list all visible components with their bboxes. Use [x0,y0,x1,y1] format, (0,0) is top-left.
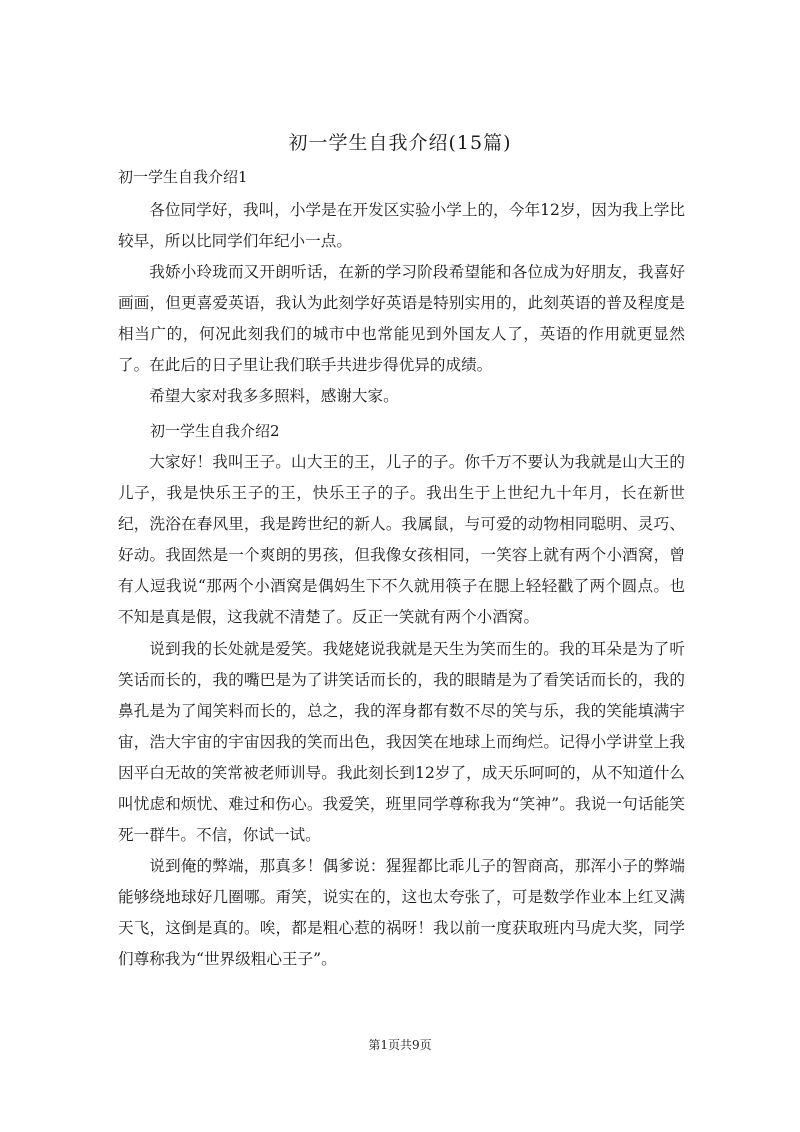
paragraph-2-1: 大家好！我叫王子。山大王的王，儿子的子。你千万不要认为我就是山大王的儿子，我是快乐王子的王，快乐王子的子。我出生于上世纪九十年月，长在新世纪，洗浴在春风里，我是跨世纪的新人。我属鼠，与可爱的动物相同聪明、灵巧、好动。我固然是一个爽朗的男孩，但我像女孩相同，一笑容上就有两个小酒窝，曾有人逗我说“那两个小酒窝是偶妈生下不久就用筷子在腮上轻轻戳了两个圆点。也不知是真是假，这我就不清楚了。反正一笑就有两个小酒窝。 [118,453,685,626]
page-footer: 第1页共9页 [368,1038,432,1052]
section-heading-2: 初一学生自我介绍2 [150,422,280,440]
section-heading-1: 初一学生自我介绍1 [118,168,248,186]
paragraph-2-3: 说到俺的弊端，那真多！偶爹说：猩猩都比乖儿子的智商高，那浑小子的弊端能够绕地球好几圈哪。甭笑，说实在的，这也太夸张了，可是数学作业本上红叉满天飞，这倒是真的。唉，都是粗心惹的祸呀！我以前一度获取班内马虎大奖，同学们尊称我为“世界级粗心王子”。 [118,857,685,968]
paragraph-1-1: 各位同学好，我叫，小学是在开发区实验小学上的，今年12岁，因为我上学比较早，所以比同学们年纪小一点。 [118,201,685,250]
page-title: 初一学生自我介绍(15篇) [288,132,512,154]
paragraph-1-2: 我娇小玲珑而又开朗听话，在新的学习阶段希望能和各位成为好朋友，我喜好画画，但更喜爱英语，我认为此刻学好英语是特别实用的，此刻英语的普及程度是相当广的，何况此刻我们的城市中也常能见到外国友人了，英语的作用就更显然了。在此后的日子里让我们联手共进步得优异的成绩。 [118,263,685,374]
paragraph-1-3: 希望大家对我多多照料，感谢大家。 [149,387,399,405]
paragraph-2-2: 说到我的长处就是爱笑。我姥姥说我就是天生为笑而生的。我的耳朵是为了听笑话而长的，我的嘴巴是为了讲笑话而长的，我的眼睛是为了看笑话而长的，我的鼻孔是为了闻笑料而长的，总之，我的浑身都有数不尽的笑与乐，我的笑能填满宇宙，浩大宇宙的宇宙因我的笑而出色，我因笑在地球上而绚烂。记得小学讲堂上我因平白无故的笑常被老师训导。我此刻长到12岁了，成天乐呵呵的，从不知道什么叫忧虑和烦忧、难过和伤心。我爱笑，班里同学尊称我为“笑神”。我说一句话能笑死一群牛。不信，你试一试。 [118,640,685,844]
